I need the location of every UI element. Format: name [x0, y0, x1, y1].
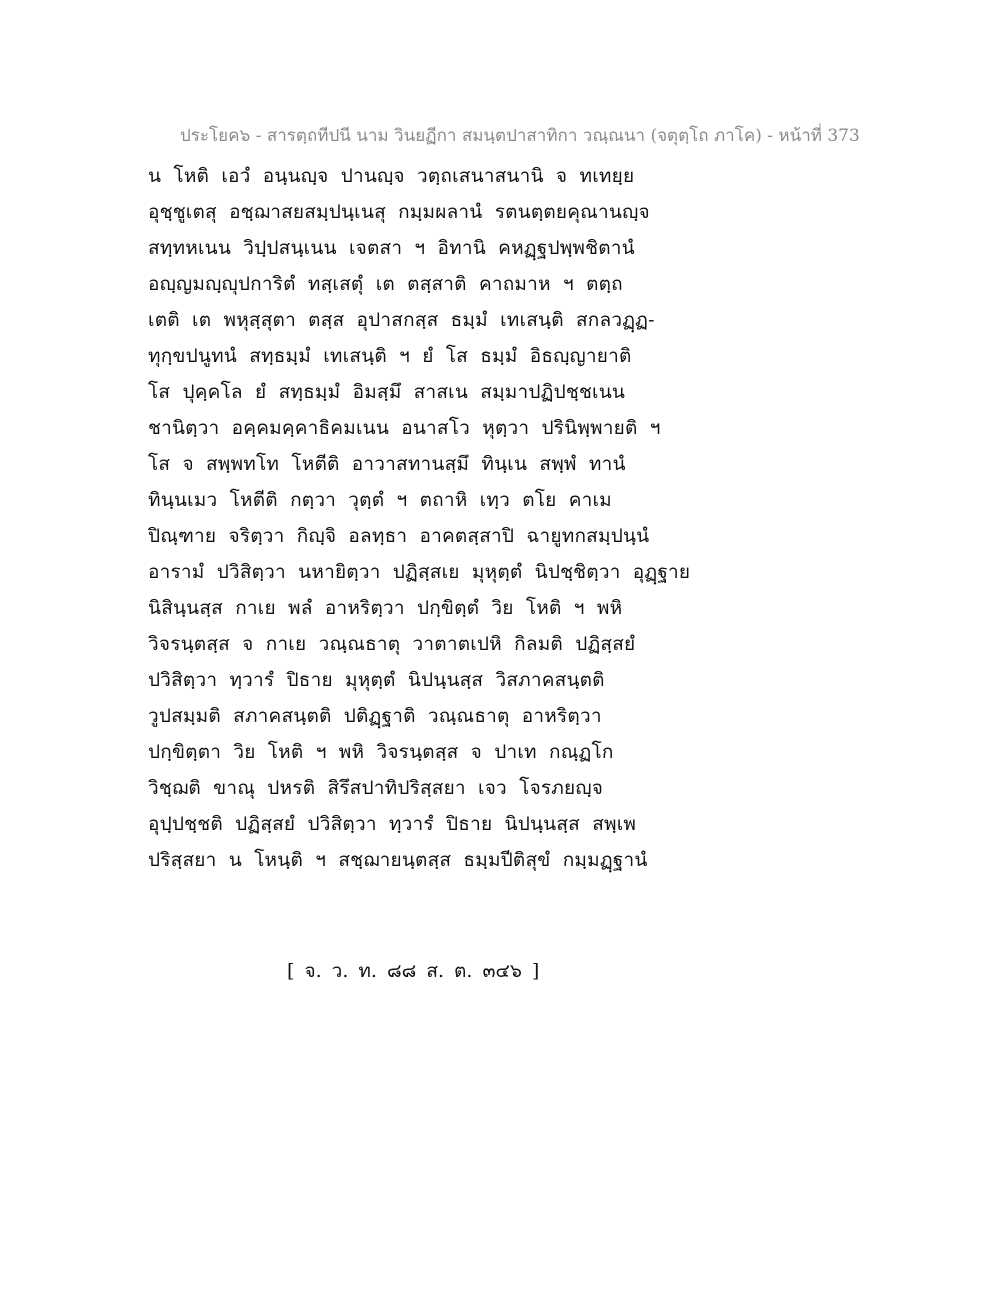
text-line: อุปฺปชฺชติ ปฏิสฺสยํ ปวิสิตฺวา ทฺวารํ ปิธาย นิปนฺนสฺส สพฺเพ: [148, 813, 637, 835]
text-line: ปริสฺสยา น โหนฺติ ฯ สชฺฌายนฺตสฺส ธมฺมปีติสุขํ กมฺมฏฺฐานํ: [148, 849, 648, 871]
text-line: วิชฺฌติ ขาณุ ปหรติ สิรึสปาทิปริสฺสยา เจว โจรภยญฺจ: [148, 777, 604, 799]
text-line: อุชฺชูเตสุ อชฺฌาสยสมฺปนฺเนสุ กมฺมผลานํ รตนตฺตยคุณานญฺจ: [148, 201, 650, 223]
text-line: ทุกฺขปนูทนํ สทฺธมฺมํ เทเสนฺติ ฯ ยํ โส ธมฺมํ อิธญฺญายาติ: [148, 345, 632, 367]
body-text: [148, 158, 691, 878]
page-header: ประโยค๖ - สารตฺถทีปนี นาม วินยฏีกา สมนฺตปาสาทิกา วณฺณนา (จตุตฺโถ ภาโค) - หน้าที่ 373: [180, 126, 860, 146]
footnote-reference: [ จ. ว. ท. ๘๘ ส. ต. ๓๔๖ ]: [287, 960, 540, 982]
text-line: โส จ สพฺพทโท โหตีติ อาวาสทานสฺมึ ทินฺเน สพฺพํ ทานํ: [148, 453, 626, 475]
text-line: สทฺทหเนน วิปฺปสนฺเนน เจตสา ฯ อิทานิ คหฏฺฐปพฺพชิตานํ: [148, 237, 635, 259]
text-line: ปิณฺฑาย จริตฺวา กิญฺจิ อลทฺธา อาคตสฺสาปิ ฉายูทกสมฺปนฺนํ: [148, 525, 650, 547]
text-line: ปวิสิตฺวา ทฺวารํ ปิธาย มุหุตฺตํ นิปนฺนสฺส วิสภาคสนฺตติ: [148, 669, 605, 691]
text-line: วูปสมฺมติ สภาคสนฺตติ ปติฏฺฐาติ วณฺณธาตุ อาหริตฺวา: [148, 705, 602, 727]
text-line: อญฺญมญฺญุปการิตํ ทสฺเสตุํ เต ตสฺสาติ คาถมาห ฯ ตตฺถ: [148, 273, 623, 295]
text-line: นิสินฺนสฺส กาเย พลํ อาหริตฺวา ปกฺขิตฺตํ วิย โหติ ฯ พหิ: [148, 597, 623, 619]
text-line: อารามํ ปวิสิตฺวา นหายิตฺวา ปฏิสฺสเย มุหุตฺตํ นิปชฺชิตฺวา อุฏฺฐาย: [148, 561, 691, 583]
text-line: วิจรนฺตสฺส จ กาเย วณฺณธาตุ วาตาตเปหิ กิลมติ ปฏิสฺสยํ: [148, 633, 636, 655]
text-line: น โหติ เอวํ อนฺนญฺจ ปานญฺจ วตฺถเสนาสนานิ จ ทเทยฺย: [148, 165, 635, 187]
text-line: ชานิตฺวา อคฺคมคฺคาธิคมเนน อนาสโว หุตฺวา ปรินิพฺพายติ ฯ: [148, 417, 661, 439]
text-line: ปกฺขิตฺตา วิย โหติ ฯ พหิ วิจรนฺตสฺส จ ปาเท กณฺฏโก: [148, 741, 614, 763]
text-line: เตติ เต พหุสฺสุตา ตสฺส อุปาสกสฺส ธมฺมํ เทเสนฺติ สกลวฏฺฏ-: [148, 309, 655, 331]
text-line: โส ปุคฺคโล ยํ สทฺธมฺมํ อิมสฺมึ สาสเน สมฺมาปฏิปชฺชเนน: [148, 381, 626, 403]
text-line: ทินฺนเมว โหตีติ กตฺวา วุตฺตํ ฯ ตถาหิ เทฺว ตโย คาเม: [148, 489, 612, 511]
